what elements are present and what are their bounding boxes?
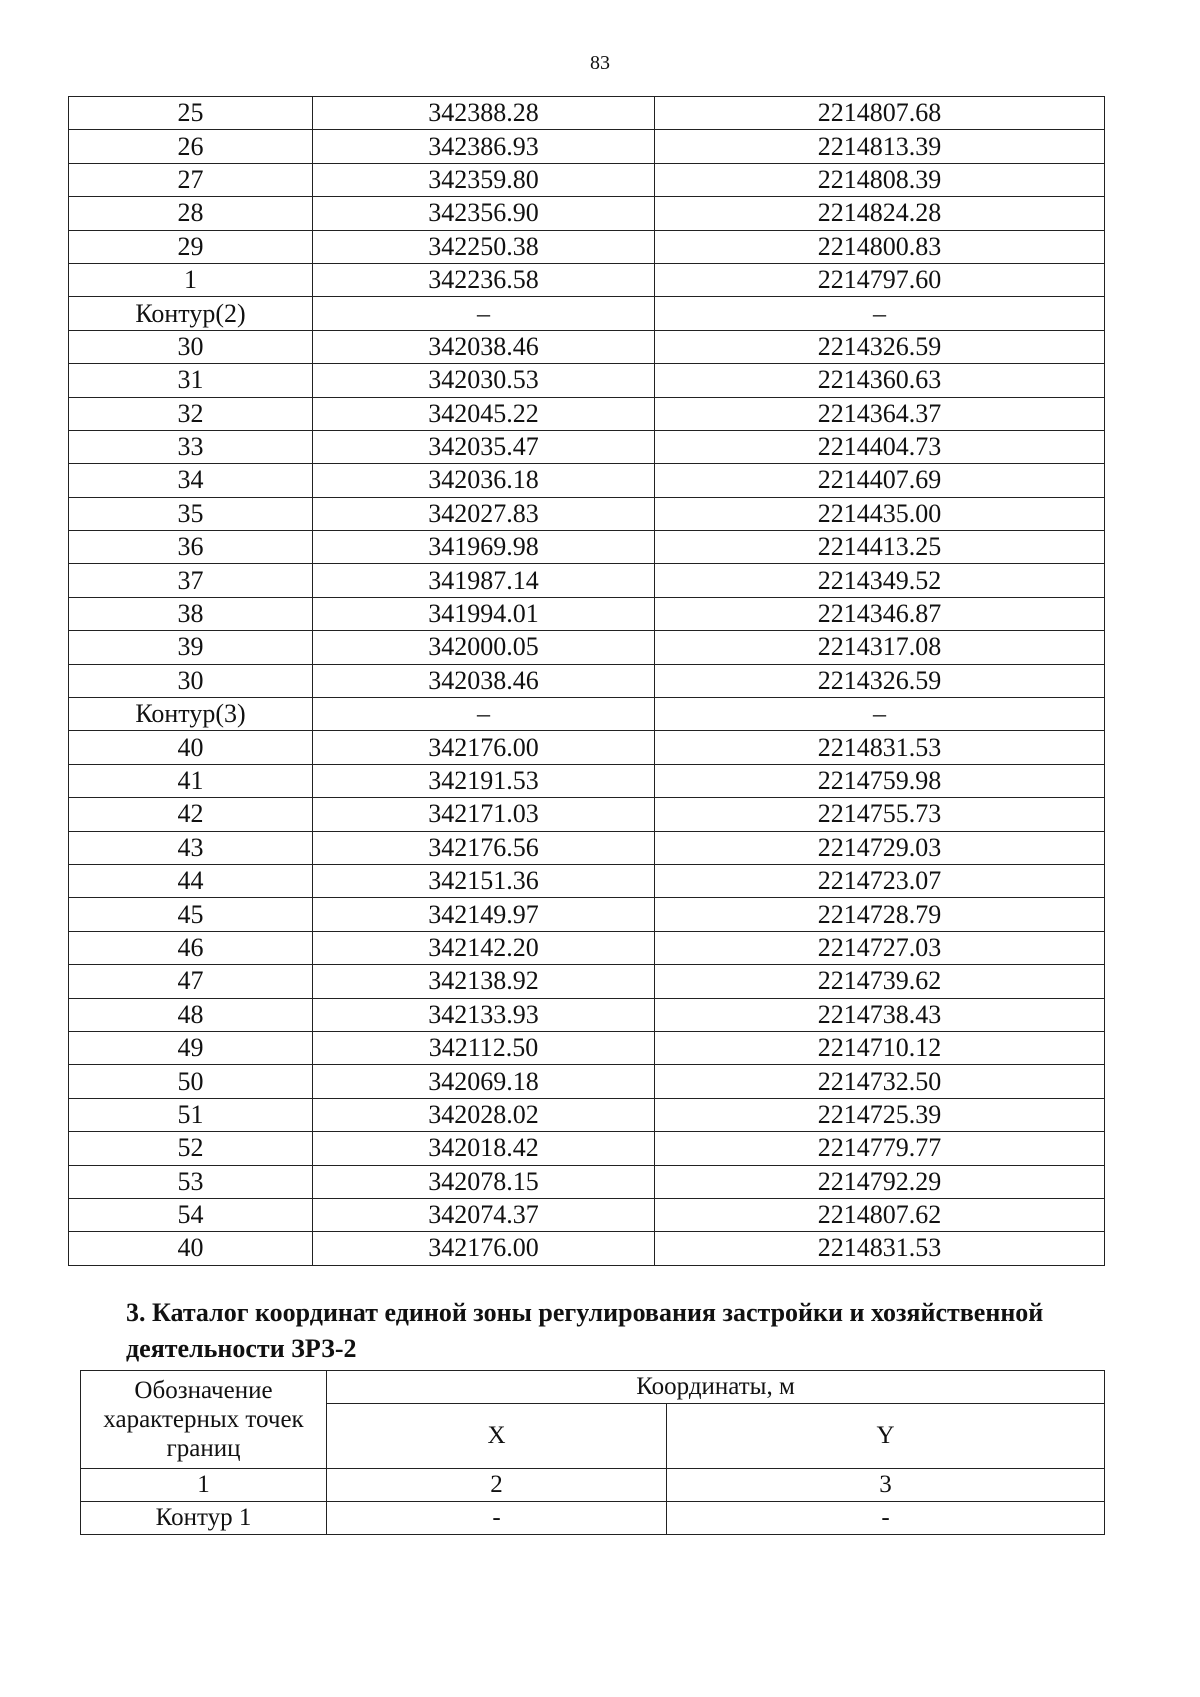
x-coordinate-cell: 342142.20 bbox=[313, 931, 655, 964]
point-cell: 30 bbox=[69, 330, 313, 363]
table-row bbox=[69, 1198, 1105, 1231]
contour-x-dash: - bbox=[327, 1502, 667, 1535]
point-cell: 52 bbox=[69, 1132, 313, 1165]
table-row bbox=[69, 698, 1105, 731]
header-x: X bbox=[327, 1404, 667, 1469]
x-coordinate-cell: 342386.93 bbox=[313, 130, 655, 163]
x-coordinate-cell: 342074.37 bbox=[313, 1198, 655, 1231]
point-cell: 44 bbox=[69, 864, 313, 897]
table-row bbox=[69, 297, 1105, 330]
table-row bbox=[69, 1098, 1105, 1131]
x-coordinate-cell: 342388.28 bbox=[313, 97, 655, 130]
y-coordinate-cell: 2214807.62 bbox=[655, 1198, 1105, 1231]
table-row bbox=[69, 998, 1105, 1031]
x-coordinate-cell: 342112.50 bbox=[313, 1031, 655, 1064]
x-coordinate-cell: 342078.15 bbox=[313, 1165, 655, 1198]
section-heading: 3. Каталог координат единой зоны регулирования застройки и хозяйственной деятельности ЗРЗ-2 bbox=[126, 1298, 1044, 1363]
x-coordinate-cell: 342045.22 bbox=[313, 397, 655, 430]
x-coordinate-cell: 342069.18 bbox=[313, 1065, 655, 1098]
table-row bbox=[69, 230, 1105, 263]
table-row bbox=[69, 1132, 1105, 1165]
x-coordinate-cell: 342191.53 bbox=[313, 764, 655, 797]
y-coordinate-cell: 2214831.53 bbox=[655, 731, 1105, 764]
contour-label: Контур 1 bbox=[81, 1502, 327, 1535]
x-coordinate-cell: 342236.58 bbox=[313, 263, 655, 296]
table-row bbox=[69, 1031, 1105, 1064]
point-cell: 40 bbox=[69, 1232, 313, 1265]
y-coordinate-cell: 2214732.50 bbox=[655, 1065, 1105, 1098]
point-cell: 46 bbox=[69, 931, 313, 964]
table-row bbox=[69, 831, 1105, 864]
x-coordinate-cell: 341987.14 bbox=[313, 564, 655, 597]
coordinates-table-continuation bbox=[68, 96, 1105, 1266]
x-coordinate-cell: 342028.02 bbox=[313, 1098, 655, 1131]
point-cell: 40 bbox=[69, 731, 313, 764]
table-row bbox=[69, 597, 1105, 630]
point-cell: 41 bbox=[69, 764, 313, 797]
point-cell: 42 bbox=[69, 798, 313, 831]
point-cell: 38 bbox=[69, 597, 313, 630]
table-row bbox=[69, 531, 1105, 564]
x-coordinate-cell: 342000.05 bbox=[313, 631, 655, 664]
point-cell: 47 bbox=[69, 965, 313, 998]
coordinates-table-zrz2 bbox=[80, 1370, 1105, 1535]
point-cell: 26 bbox=[69, 130, 313, 163]
x-coordinate-cell: 342038.46 bbox=[313, 330, 655, 363]
x-coordinate-cell: 342151.36 bbox=[313, 864, 655, 897]
y-coordinate-cell: 2214728.79 bbox=[655, 898, 1105, 931]
page-number: 83 bbox=[590, 52, 610, 74]
table-row bbox=[69, 130, 1105, 163]
table-row bbox=[69, 864, 1105, 897]
y-coordinate-cell: – bbox=[655, 698, 1105, 731]
x-coordinate-cell: 342138.92 bbox=[313, 965, 655, 998]
point-cell: 54 bbox=[69, 1198, 313, 1231]
point-cell: 30 bbox=[69, 664, 313, 697]
table-row bbox=[69, 1165, 1105, 1198]
table-row bbox=[69, 931, 1105, 964]
x-coordinate-cell: 341994.01 bbox=[313, 597, 655, 630]
point-cell: 25 bbox=[69, 97, 313, 130]
table-row bbox=[69, 664, 1105, 697]
table-row bbox=[69, 464, 1105, 497]
point-cell: 32 bbox=[69, 397, 313, 430]
y-coordinate-cell: 2214413.25 bbox=[655, 531, 1105, 564]
point-cell: Контур(2) bbox=[69, 297, 313, 330]
point-cell: 33 bbox=[69, 430, 313, 463]
y-coordinate-cell: – bbox=[655, 297, 1105, 330]
table-row bbox=[69, 163, 1105, 196]
point-cell: 37 bbox=[69, 564, 313, 597]
point-cell: 48 bbox=[69, 998, 313, 1031]
y-coordinate-cell: 2214404.73 bbox=[655, 430, 1105, 463]
point-cell: 34 bbox=[69, 464, 313, 497]
point-cell: 28 bbox=[69, 197, 313, 230]
table-row bbox=[69, 631, 1105, 664]
y-coordinate-cell: 2214317.08 bbox=[655, 631, 1105, 664]
column-number-1: 1 bbox=[81, 1469, 327, 1502]
x-coordinate-cell: 342356.90 bbox=[313, 197, 655, 230]
table-row bbox=[69, 497, 1105, 530]
y-coordinate-cell: 2214326.59 bbox=[655, 330, 1105, 363]
point-cell: 39 bbox=[69, 631, 313, 664]
y-coordinate-cell: 2214729.03 bbox=[655, 831, 1105, 864]
table-row bbox=[69, 965, 1105, 998]
y-coordinate-cell: 2214792.29 bbox=[655, 1165, 1105, 1198]
x-coordinate-cell: 342359.80 bbox=[313, 163, 655, 196]
point-cell: 51 bbox=[69, 1098, 313, 1131]
x-coordinate-cell: 342027.83 bbox=[313, 497, 655, 530]
point-cell: 36 bbox=[69, 531, 313, 564]
x-coordinate-cell: 342250.38 bbox=[313, 230, 655, 263]
point-cell: 50 bbox=[69, 1065, 313, 1098]
table-row bbox=[69, 430, 1105, 463]
table-row bbox=[69, 263, 1105, 296]
table-row bbox=[69, 798, 1105, 831]
header-point-designation: Обозначение характерных точек границ bbox=[81, 1371, 327, 1469]
table-row bbox=[69, 564, 1105, 597]
x-coordinate-cell: 342176.00 bbox=[313, 1232, 655, 1265]
y-coordinate-cell: 2214800.83 bbox=[655, 230, 1105, 263]
column-number-2: 2 bbox=[327, 1469, 667, 1502]
y-coordinate-cell: 2214813.39 bbox=[655, 130, 1105, 163]
x-coordinate-cell: 342133.93 bbox=[313, 998, 655, 1031]
table-row bbox=[69, 731, 1105, 764]
y-coordinate-cell: 2214797.60 bbox=[655, 263, 1105, 296]
y-coordinate-cell: 2214727.03 bbox=[655, 931, 1105, 964]
column-number-3: 3 bbox=[667, 1469, 1105, 1502]
table-row bbox=[69, 1232, 1105, 1265]
y-coordinate-cell: 2214738.43 bbox=[655, 998, 1105, 1031]
point-cell: 35 bbox=[69, 497, 313, 530]
table-row bbox=[69, 1065, 1105, 1098]
x-coordinate-cell: 342038.46 bbox=[313, 664, 655, 697]
y-coordinate-cell: 2214407.69 bbox=[655, 464, 1105, 497]
y-coordinate-cell: 2214360.63 bbox=[655, 364, 1105, 397]
table-row bbox=[69, 764, 1105, 797]
point-cell: 49 bbox=[69, 1031, 313, 1064]
point-cell: 27 bbox=[69, 163, 313, 196]
header-coordinates: Координаты, м bbox=[327, 1371, 1105, 1404]
y-coordinate-cell: 2214435.00 bbox=[655, 497, 1105, 530]
y-coordinate-cell: 2214349.52 bbox=[655, 564, 1105, 597]
table-row bbox=[69, 330, 1105, 363]
y-coordinate-cell: 2214831.53 bbox=[655, 1232, 1105, 1265]
y-coordinate-cell: 2214759.98 bbox=[655, 764, 1105, 797]
y-coordinate-cell: 2214346.87 bbox=[655, 597, 1105, 630]
point-cell: 45 bbox=[69, 898, 313, 931]
x-coordinate-cell: – bbox=[313, 698, 655, 731]
x-coordinate-cell: 342176.00 bbox=[313, 731, 655, 764]
table-row bbox=[69, 97, 1105, 130]
y-coordinate-cell: 2214779.77 bbox=[655, 1132, 1105, 1165]
x-coordinate-cell: – bbox=[313, 297, 655, 330]
contour-y-dash: - bbox=[667, 1502, 1105, 1535]
x-coordinate-cell: 342018.42 bbox=[313, 1132, 655, 1165]
y-coordinate-cell: 2214739.62 bbox=[655, 965, 1105, 998]
y-coordinate-cell: 2214364.37 bbox=[655, 397, 1105, 430]
x-coordinate-cell: 342030.53 bbox=[313, 364, 655, 397]
y-coordinate-cell: 2214807.68 bbox=[655, 97, 1105, 130]
x-coordinate-cell: 342035.47 bbox=[313, 430, 655, 463]
x-coordinate-cell: 342036.18 bbox=[313, 464, 655, 497]
x-coordinate-cell: 341969.98 bbox=[313, 531, 655, 564]
y-coordinate-cell: 2214725.39 bbox=[655, 1098, 1105, 1131]
x-coordinate-cell: 342149.97 bbox=[313, 898, 655, 931]
table-row bbox=[69, 364, 1105, 397]
table-row bbox=[69, 197, 1105, 230]
y-coordinate-cell: 2214710.12 bbox=[655, 1031, 1105, 1064]
point-cell: 1 bbox=[69, 263, 313, 296]
y-coordinate-cell: 2214755.73 bbox=[655, 798, 1105, 831]
table-row bbox=[69, 898, 1105, 931]
table-row bbox=[69, 397, 1105, 430]
point-cell: 31 bbox=[69, 364, 313, 397]
y-coordinate-cell: 2214824.28 bbox=[655, 197, 1105, 230]
point-cell: 53 bbox=[69, 1165, 313, 1198]
x-coordinate-cell: 342176.56 bbox=[313, 831, 655, 864]
point-cell: 29 bbox=[69, 230, 313, 263]
point-cell: Контур(3) bbox=[69, 698, 313, 731]
header-y: Y bbox=[667, 1404, 1105, 1469]
x-coordinate-cell: 342171.03 bbox=[313, 798, 655, 831]
y-coordinate-cell: 2214723.07 bbox=[655, 864, 1105, 897]
y-coordinate-cell: 2214808.39 bbox=[655, 163, 1105, 196]
y-coordinate-cell: 2214326.59 bbox=[655, 664, 1105, 697]
point-cell: 43 bbox=[69, 831, 313, 864]
